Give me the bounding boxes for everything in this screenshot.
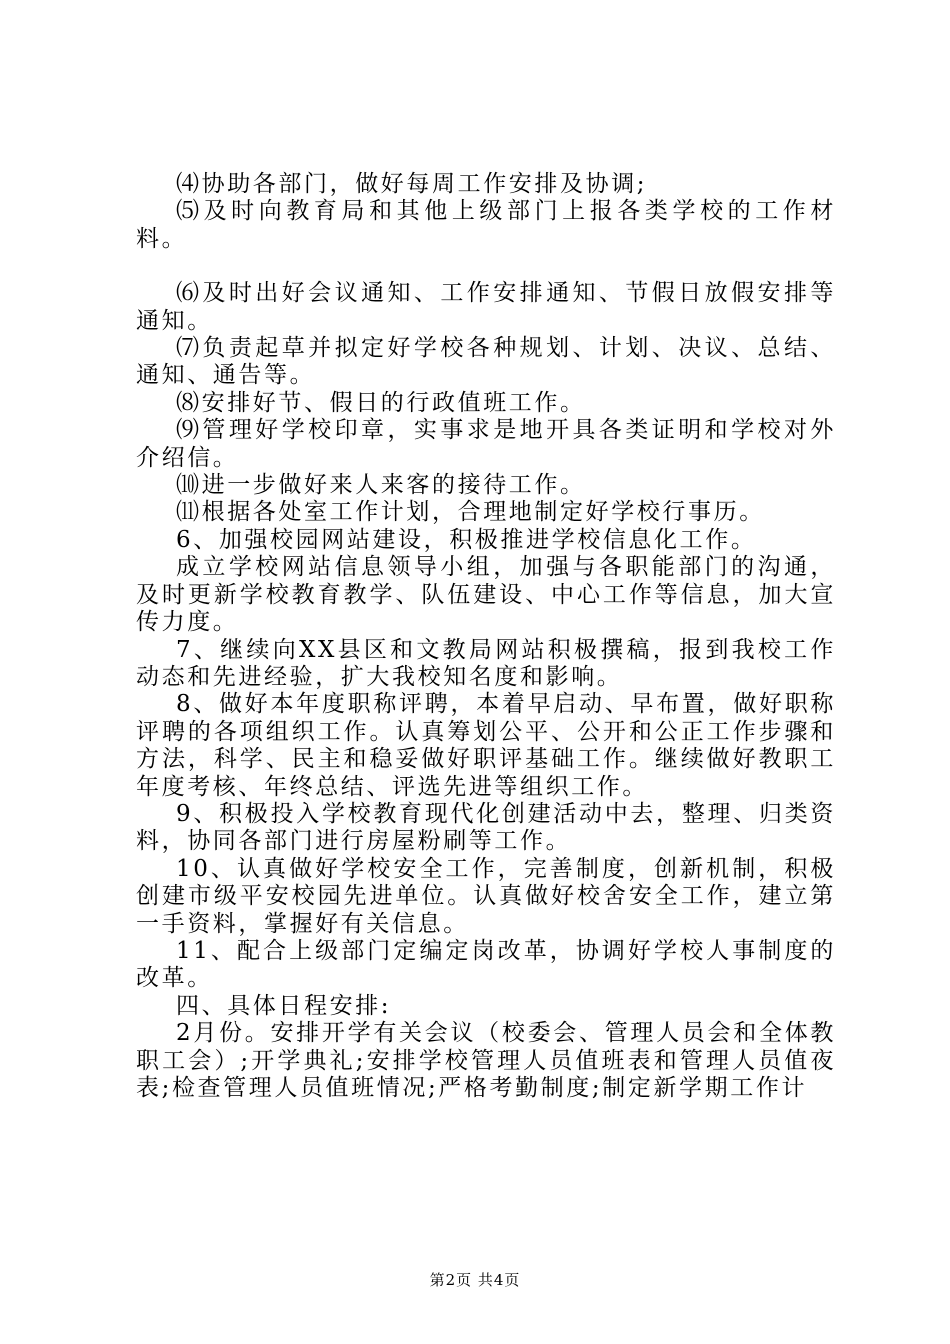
paragraph-item-5: ⑸及时向教育局和其他上级部门上报各类学校的工作材料。 (136, 198, 836, 252)
paragraph-item-8: ⑻安排好节、假日的行政值班工作。 (176, 389, 586, 416)
paragraph-gap (136, 253, 836, 280)
page-number-footer: 第2页 共4页 (429, 1271, 521, 1289)
schedule-heading: 四、具体日程安排: (176, 992, 392, 1019)
section-7: 7、继续向XX县区和文教局网站积极撰稿，报到我校工作动态和先进经验，扩大我校知名度和影响。 (136, 636, 836, 690)
section-11: 11、配合上级部门定编定岗改革，协调好学校人事制度的改革。 (136, 937, 836, 992)
paragraph-item-6: ⑹及时出好会议通知、工作安排通知、节假日放假安排等通知。 (136, 280, 836, 334)
paragraph-item-11: ⑾根据各处室工作计划，合理地制定好学校行事历。 (176, 499, 765, 526)
paragraph-item-9: ⑼管理好学校印章，实事求是地开具各类证明和学校对外介绍信。 (136, 417, 836, 471)
section-9: 9、积极投入学校教育现代化创建活动中去，整理、归类资料，协同各部门进行房屋粉刷等工作。 (136, 800, 836, 855)
schedule-february: 2月份。安排开学有关会议（校委会、管理人员会和全体教职工会）;开学典礼;安排学校管理人员值班表和管理人员值夜表;检查管理人员值班情况;严格考勤制度;制定新学期工作计 (136, 1020, 836, 1101)
section-6-heading: 6、加强校园网站建设，积极推进学校信息化工作。 (176, 526, 757, 553)
paragraph-item-7: ⑺负责起草并拟定好学校各种规划、计划、决议、总结、通知、通告等。 (136, 335, 836, 389)
section-6-body: 成立学校网站信息领导小组，加强与各职能部门的沟通，及时更新学校教育教学、队伍建设、中心工作等信息，加大宣传力度。 (136, 554, 836, 636)
paragraph-item-4: ⑷协助各部门，做好每周工作安排及协调; (176, 171, 648, 197)
paragraph-item-10: ⑽进一步做好来人来客的接待工作。 (176, 472, 586, 499)
section-8: 8、做好本年度职称评聘，本着早启动、早布置，做好职称评聘的各项组织工作。认真筹划公平、公开和公正工作步骤和方法，科学、民主和稳妥做好职评基础工作。继续做好教职工年度考核、年终总结、评选先进等组织工作。 (136, 691, 836, 800)
section-10: 10、认真做好学校安全工作，完善制度，创新机制，积极创建市级平安校园先进单位。认真做好校舍安全工作，建立第一手资料，掌握好有关信息。 (136, 855, 836, 937)
document-body (136, 171, 836, 1102)
